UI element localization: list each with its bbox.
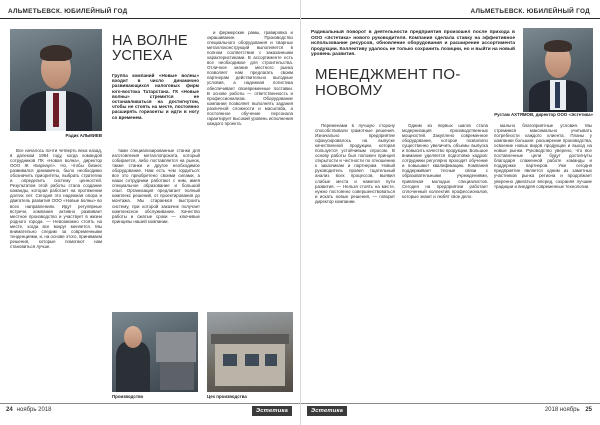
article-intro: Группа компаний «Новые волны» входит в число динамично развивающихся налоговых фирм юго-востока Татарстана. ГК «Новые волны» стремится не останавливаться на достигнутом, чтобы не стоять на месте, постоянно расширять горизонты и идти в ногу со временем. xyxy=(112,73,199,120)
page-header xyxy=(0,8,300,19)
header-title: АЛЬМЕТЬЕВСК. ЮБИЛЕЙНЫЙ ГОД xyxy=(470,8,590,15)
photo-caption: Рустам АХТЯМОВ, директор ООО «Эстетика» xyxy=(494,112,593,117)
magazine-logo: Эстетика xyxy=(252,406,292,416)
article-intro: Радикальный поворот в деятельности предприятия произошел после прихода в ООО «Эстетика» нового руководителя. Компания сделала ставку на эффективное использование ресурсов, обновление оборудования и расширение ассортимента продукции. Коллективу удалось не только сохранить позиции, но и выйти на новый уровень развития. xyxy=(311,30,515,57)
photo-caption-production: Производство xyxy=(112,394,144,399)
page-footer xyxy=(0,403,300,417)
text-column-3: и фермерские рамы, гравировка и окрашивание. Производство специального оборудования и сварных металлоконструкций выполняется в полном соответствии с заказанными характеристиками. В ассортименте есть все необходимое для строительства. Отличное знание местного рынка позволяет нам предлагать своим партнерам действительно выгодные условия, а надежная логистика обеспечивает своевременные поставки. В основе работы — ответственность и профессионализм. Оборудование компании позволяет выполнять задания различной сложности и масштаба, а постоянное обучение персонала гарантирует высокий уровень исполнения каждого проекта. xyxy=(207,30,293,126)
footer-page-info: 2018 ноябрь 25 xyxy=(544,407,592,413)
photo-caption-workshop: Цех производства xyxy=(207,394,247,399)
workshop-photo xyxy=(207,312,293,392)
page-header xyxy=(301,8,600,19)
article-heading: МЕНЕДЖМЕНТ ПО-НОВОМУ xyxy=(315,66,461,99)
photo-caption: Радик АЛЬМИЕВ xyxy=(65,133,102,138)
text-column-3: мально благоприятные условия. Мы стремимся максимально учитывать потребности каждого клиента. Планы у компании большие: расширение производства, освоение новых видов продукции и выход на новые рынки. Руководство уверено, что все поставленные цели будут достигнуты благодаря слаженной работе команды и поддержке партнеров. Уже сегодня предприятие является одним из заметных участников рынка региона и продолжает уверенно двигаться вперед, сохраняя лучшие традиции и внедряя современные технологии. xyxy=(494,123,592,189)
footer-page-info: 24 ноябрь 2018 xyxy=(6,407,52,413)
text-column-2: Одним из первых шагов стала модернизация производственных мощностей. Закуплено современное оборудование, которое позволило существенно увеличить объемы выпуска и повысить качество продукции. Большое внимание уделяется подготовке кадров: сотрудники регулярно проходят обучение и повышают квалификацию. Компания поддерживает тесные связи с образовательными учреждениями, привлекая молодых специалистов. Сегодня на предприятии работает сплоченный коллектив профессионалов, которые знают и любят свое дело. xyxy=(402,123,488,199)
portrait-photo xyxy=(523,28,593,112)
header-title: АЛЬМЕТЬЕВСК. ЮБИЛЕЙНЫЙ ГОД xyxy=(8,8,128,15)
article-heading: НА ВОЛНЕ УСПЕХА xyxy=(112,33,188,64)
magazine-logo: Эстетика xyxy=(307,406,347,416)
text-column-1: Все началось почти четверть века назад, в далеком 1994 году, когда командой сотрудников ПК «Новая волна», директор ООО Ж «Барнаул». Но, чтобы бизнес развивался динамично, было необходимо обозначить приоритеты, выбрать стратегию и определить систему ценностей. Результатом этой работы стала создание команды, которая работает на протяжении долгих лет. Сегодня это надежная опора и двигатель развития ООО «Новые волны» во всех направлениях. Идут регулярные встречи, компания активно развивает местное производство и участвует в жизни родного города. — Невозможно стоять на месте, когда все вокруг меняется. Мы внимательно следим за современными тенденциями, и, на основе этого, принимаем решения, которые помогают нам становиться лучше. xyxy=(10,148,102,249)
production-photo xyxy=(112,312,198,392)
right-page xyxy=(300,0,600,425)
page-footer xyxy=(301,403,600,417)
text-column-2: тами специализированные станки для изготовления металлопроката, который собирается, либо поставляется на рынок, также станки и другое необходимое оборудование. Нам есть чем гордиться: все это приобретено своими силами, а наши сотрудники работают с ним, имея специальное образование и большой опыт. Организация предлагает полный комплекс решений, от проектирования до монтажа. Мы стараемся выстроить систему, при которой заказчик получает комплексное обслуживание. Качество работы и сжатые сроки — ключевые принципы нашей компании. xyxy=(112,148,200,224)
portrait-photo xyxy=(10,29,102,131)
text-column-1: Переменами в лучшую сторону способствовали грамотные решения. Изначально предприятие сфокусировалось на выпуске качественной продукции, которая пользуется устойчивым спросом. В основу работы был положен принцип открытости и честности по отношению к заказчикам и партнерам. Новый руководитель провел тщательный анализ всех процессов, выявил слабые места и наметил пути развития. — Нельзя стоять на месте, нужно постоянно совершенствоваться и искать новые решения, — говорит директор компании. xyxy=(315,123,395,204)
